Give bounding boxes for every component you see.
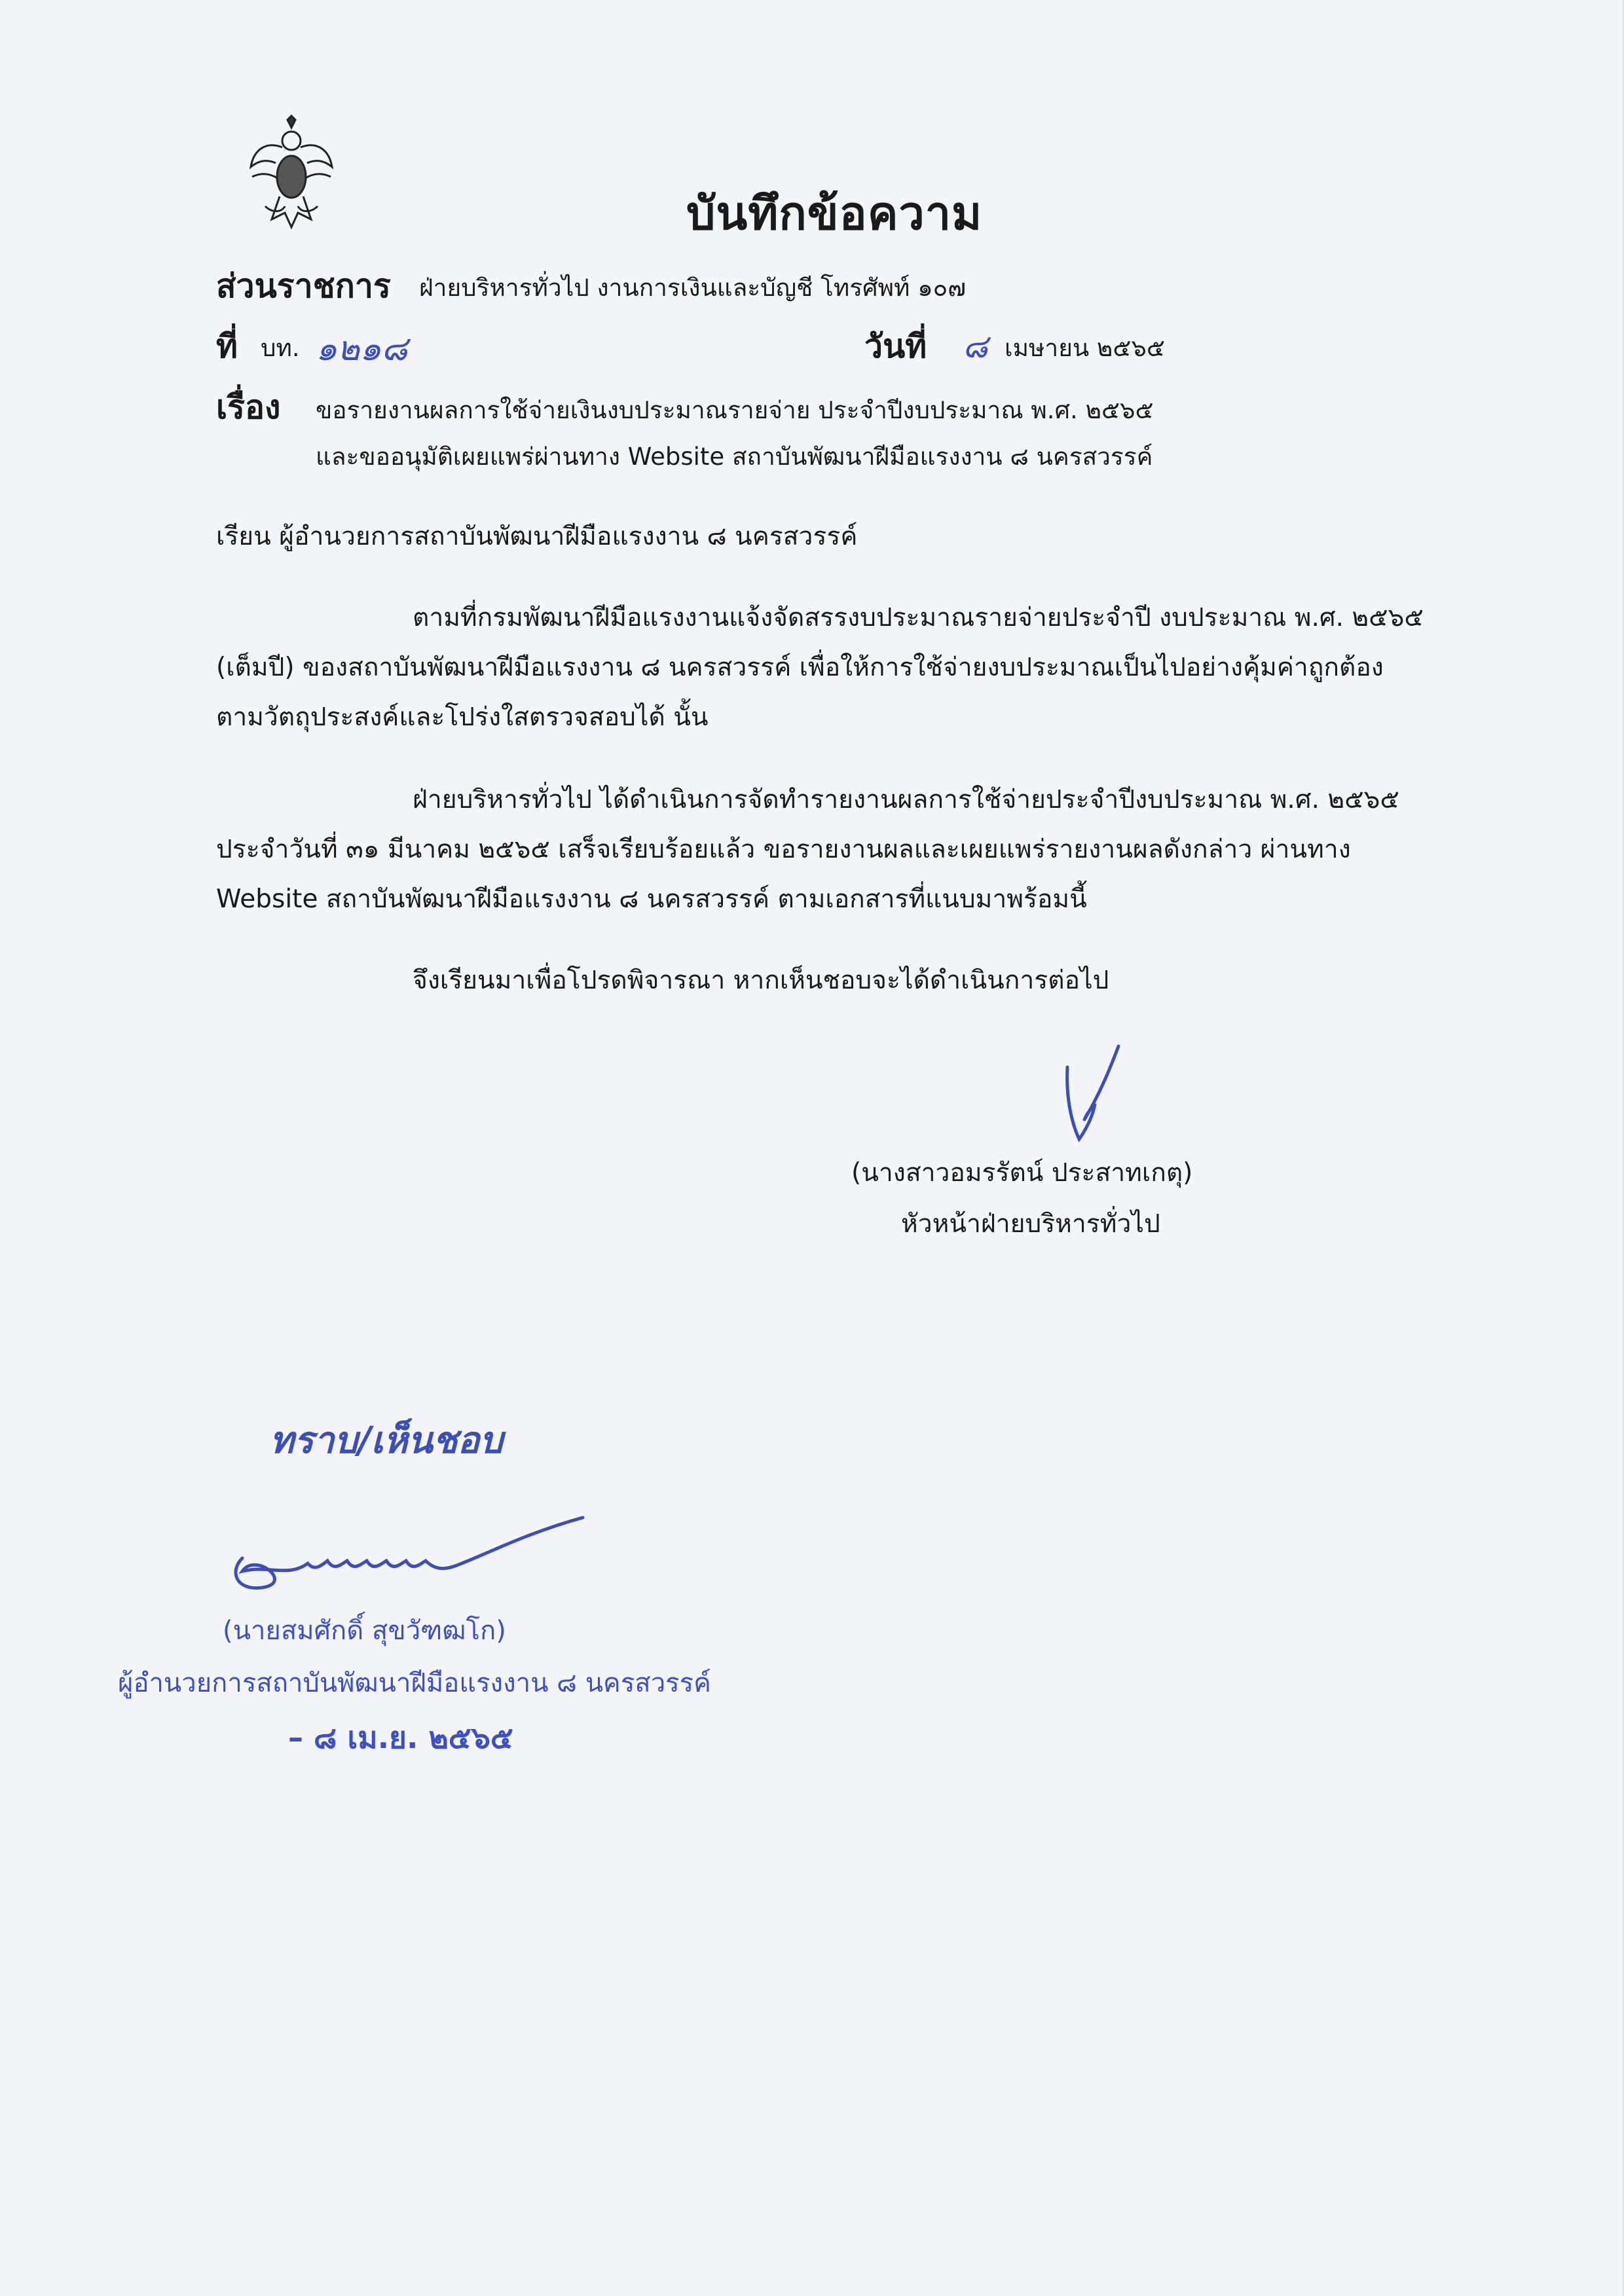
- signature-2: [216, 1506, 596, 1611]
- para2-line-1: ฝ่ายบริหารทั่วไป ได้ดำเนินการจัดทำรายงานผลการใช้จ่ายประจำปีงบประมาณ พ.ศ. ๒๕๖๕: [413, 785, 1399, 814]
- agency-value: ฝ่ายบริหารทั่วไป งานการเงินและบัญชี โทรศัพท์ ๑๐๗: [419, 274, 967, 302]
- signer1-position: หัวหน้าฝ่ายบริหารทั่วไป: [901, 1209, 1160, 1239]
- ref-label: ที่: [216, 327, 238, 365]
- ref-prefix: บท.: [261, 334, 300, 362]
- para1-line-2: (เต็มปี) ของสถาบันพัฒนาฝีมือแรงงาน ๘ นครสวรรค์ เพื่อให้การใช้จ่ายงบประมาณเป็นไปอย่างคุ้มค่าถูกต้อง: [216, 653, 1384, 682]
- signature-1: [1048, 1041, 1126, 1152]
- para2-line-2: ประจำวันที่ ๓๑ มีนาคม ๒๕๖๕ เสร็จเรียบร้อยแล้ว ขอรายงานผลและเผยแพร่รายงานผลดังกล่าว ผ่านทาง: [216, 835, 1351, 864]
- date-day-handwritten: ๘: [963, 327, 988, 365]
- para1-line-1: ตามที่กรมพัฒนาฝีมือแรงงานแจ้งจัดสรรงบประมาณรายจ่ายประจำปี งบประมาณ พ.ศ. ๒๕๖๕: [413, 603, 1424, 632]
- stamp-date: – ๘ เม.ย. ๒๕๖๕: [288, 1720, 513, 1755]
- para1-line-3: ตามวัตถุประสงค์และโปร่งใสตรวจสอบได้ นั้น: [216, 702, 709, 732]
- subject-label: เรื่อง: [216, 388, 281, 426]
- para2-line-3: Website สถาบันพัฒนาฝีมือแรงงาน ๘ นครสวรรค์ ตามเอกสารที่แนบมาพร้อมนี้: [216, 884, 1087, 914]
- signer1-name: (นางสาวอมรรัตน์ ประสาทเกตุ): [851, 1158, 1193, 1188]
- agency-label: ส่วนราชการ: [216, 267, 391, 305]
- subject-line-2: และขออนุมัติเผยแพร่ผ่านทาง Website สถาบันพัฒนาฝีมือแรงงาน ๘ นครสวรรค์: [316, 443, 1153, 471]
- approval-note-handwritten: ทราบ/เห็นชอบ: [270, 1419, 503, 1462]
- garuda-emblem-icon: [246, 115, 337, 232]
- ref-number-handwritten: ๑๒๑๘: [316, 329, 408, 369]
- date-label: วันที่: [864, 327, 927, 365]
- closing-line: จึงเรียนมาเพื่อโปรดพิจารณา หากเห็นชอบจะได้ดำเนินการต่อไป: [413, 966, 1109, 995]
- document-title: บันทึกข้อความ: [686, 187, 983, 240]
- signer2-name: (นายสมศักดิ์ สุขวัฑฒโก): [223, 1616, 506, 1646]
- salutation: เรียน ผู้อำนวยการสถาบันพัฒนาฝีมือแรงงาน ๘ นครสวรรค์: [216, 522, 858, 551]
- date-month-year: เมษายน ๒๕๖๕: [1005, 334, 1165, 362]
- signer2-position: ผู้อำนวยการสถาบันพัฒนาฝีมือแรงงาน ๘ นครสวรรค์: [118, 1668, 711, 1698]
- subject-line-1: ขอรายงานผลการใช้จ่ายเงินงบประมาณรายจ่าย ประจำปีงบประมาณ พ.ศ. ๒๕๖๕: [316, 396, 1154, 424]
